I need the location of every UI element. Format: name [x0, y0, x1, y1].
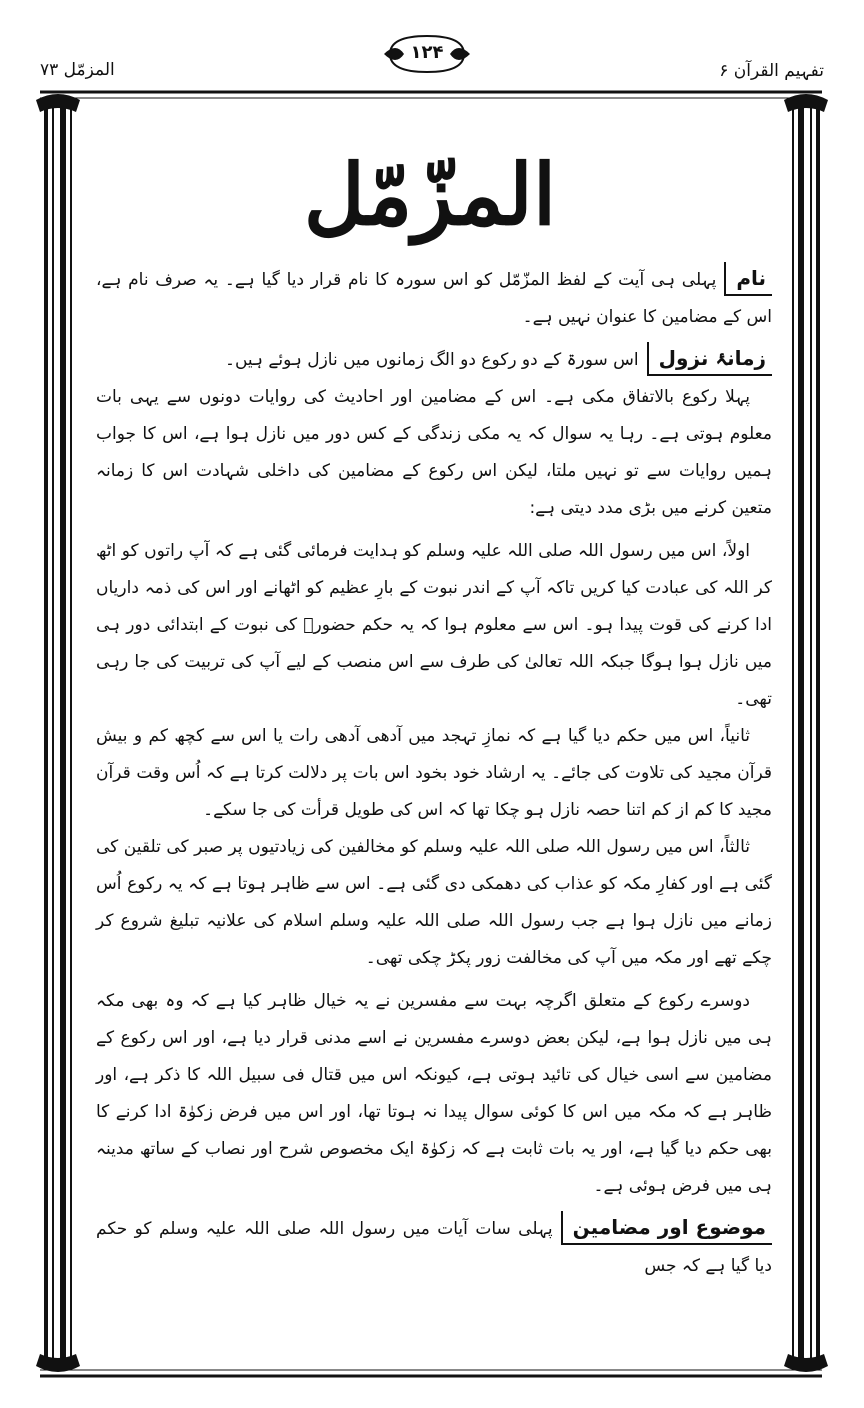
page-body — [96, 262, 772, 1285]
section-label-subject: موضوع اور مضامین — [561, 1211, 772, 1245]
paragraph: نامپہلی ہی آیت کے لفظ المزّمّل کو اس سورہ کا نام قرار دیا گیا ہے۔ یہ صرف نام ہے، اس کے مضامین کا عنوان نہیں ہے۔ — [96, 262, 772, 336]
paragraph: اولاً، اس میں رسول اللہ صلی اللہ علیہ وسلم کو ہدایت فرمائی گئی ہے کہ آپ راتوں کو اٹھ کر اللہ کی عبادت کیا کریں تاکہ آپ کے اندر نبوت کے بارِ عظیم کو اٹھانے اور اس کی ذمہ داریاں ادا کرنے کی قوت پیدا ہو۔ اس سے معلوم ہوا کہ یہ حکم حضورؐ کی نبوت کے ابتدائی دور ہی میں نازل ہوا ہوگا جبکہ اللہ تعالیٰ کی طرف سے اس منصب کے لیے آپ کی تربیت کی جا رہی تھی۔ — [96, 541, 772, 709]
surah-title: المزّمّل — [303, 145, 557, 244]
section-label-revelation: زمانۂ نزول — [647, 342, 772, 376]
page-number-ornament — [382, 30, 472, 78]
section-label-name: نام — [724, 262, 772, 296]
paragraph: ثانیاً، اس میں حکم دیا گیا ہے کہ نمازِ تہجد میں آدھی آدھی رات یا اس سے کچھ کم و بیش قرآن مجید کی تلاوت کی جائے۔ یہ ارشاد خود بخود اس بات پر دلالت کرتا ہے کہ اُس وقت قرآن مجید کا کم از کم اتنا حصہ نازل ہو چکا تھا کہ اس کی طویل قرأت کی جا سکے۔ — [96, 726, 772, 820]
surah-reference: المزمّل ۷۳ — [40, 60, 115, 80]
paragraph: ثالثاً، اس میں رسول اللہ صلی اللہ علیہ وسلم کو مخالفین کی زیادتیوں پر صبر کی تلقین کی گئی ہے اور کفارِ مکہ کو عذاب کی دھمکی دی گئی ہے۔ اس سے ظاہر ہوتا ہے کہ یہ رکوع اُس زمانے میں نازل ہوا ہے جب رسول اللہ صلی اللہ علیہ وسلم اسلام کی علانیہ تبلیغ شروع کر چکے تھے اور مکہ میں آپ کی مخالفت زور پکڑ چکی تھی۔ — [96, 837, 772, 968]
paragraph: دوسرے رکوع کے متعلق اگرچہ بہت سے مفسرین نے یہ خیال ظاہر کیا ہے کہ وہ بھی مکہ ہی میں نازل ہوا ہے، لیکن بعض دوسرے مفسرین نے اسے مدنی قرار دیا ہے، اور اس رکوع کے مضامین سے اسی خیال کی تائید ہوتی ہے، کیونکہ اس میں قتال فی سبیل اللہ کا ذکر ہے، اور ظاہر ہے کہ مکہ میں اس کا کوئی سوال پیدا نہ ہوتا تھا، اور اس میں فرض زکوٰۃ ادا کرنے کا بھی حکم دیا گیا ہے، اور یہ بات ثابت ہے کہ زکوٰۃ ایک مخصوص شرح اور نصاب کے ساتھ مدینہ ہی میں فرض ہوئی ہے۔ — [96, 991, 772, 1196]
paragraph: پہلا رکوع بالاتفاق مکی ہے۔ اس کے مضامین اور احادیث کی روایات دونوں سے یہی بات معلوم ہوتی ہے۔ رہا یہ سوال کہ یہ مکی زندگی کے کس دور میں نازل ہوا ہے، اس کا جواب ہمیں روایات سے تو نہیں ملتا، لیکن اس رکوع کے مضامین کی داخلی شہادت اس کا زمانہ متعین کرنے میں بڑی مدد دیتی ہے: — [96, 387, 772, 518]
page-number: ۱۲۴ — [410, 42, 444, 63]
book-title: تفہیم القرآن ۶ — [719, 61, 824, 81]
paragraph: موضوع اور مضامینپہلی سات آیات میں رسول اللہ صلی اللہ علیہ وسلم کو حکم دیا گیا ہے کہ جس — [96, 1211, 772, 1285]
paragraph: زمانۂ نزولاس سورۃ کے دو رکوع دو الگ زمانوں میں نازل ہوئے ہیں۔ — [96, 342, 772, 379]
